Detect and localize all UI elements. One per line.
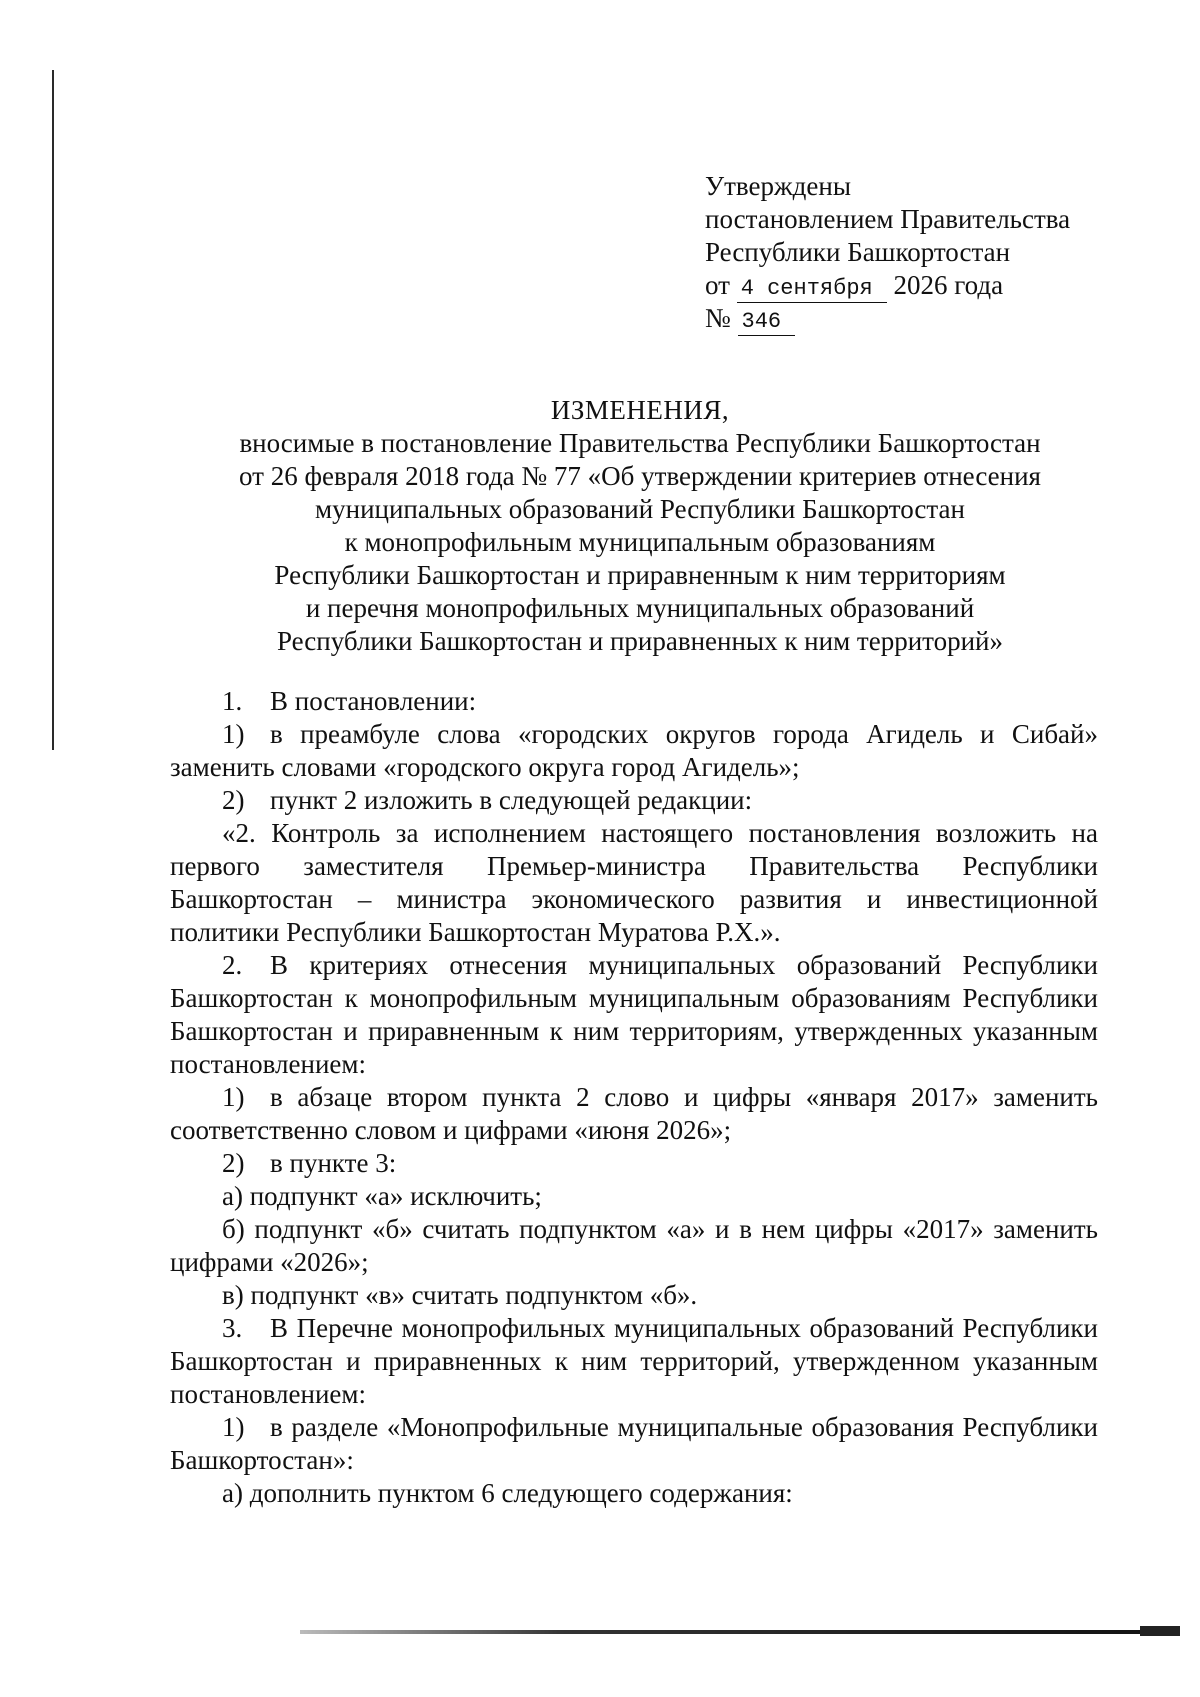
approval-number-line [705,302,1145,335]
approval-date-line [705,269,1145,302]
approval-line-3: Республики Башкортостан [705,237,1011,267]
scan-edge-mark [52,70,54,750]
title-line: Республики Башкортостан и приравненным к ним территориям [274,560,1006,590]
section-1 [170,685,1098,718]
title-line: вносимые в постановление Правительства Республики Башкортостан [239,428,1041,458]
approval-number-prefix: № [705,303,731,333]
section-2-item-2-c: в) подпункт «в» считать подпунктом «б». [222,1280,698,1310]
item-number: 2) [222,1148,245,1178]
section-1-item-1 [170,718,1098,784]
item-text: в преамбуле слова «городских округов города Агидель и Сибай» заменить словами «городского округа город Агидель»; [170,719,1098,782]
section-number: 2. [222,950,243,980]
section-number: 3. [222,1313,243,1343]
section-3 [170,1312,1098,1411]
item-number: 2) [222,785,245,815]
section-3-item-1 [170,1411,1098,1477]
section-text: В постановлении: [270,686,477,716]
document-body [170,685,1098,1510]
item-number: 1) [222,1082,245,1112]
section-text: В Перечне монопрофильных муниципальных образований Республики Башкортостан и приравненных к ним территорий, утвержденном указанным постановлением: [170,1313,1098,1409]
title-line: от 26 февраля 2018 года № 77 «Об утверждении критериев отнесения [239,461,1041,491]
section-2-item-2-b: б) подпункт «б» считать подпунктом «а» и в нем цифры «2017» заменить цифрами «2026»; [170,1214,1098,1277]
section-2 [170,949,1098,1081]
title-line: Республики Башкортостан и приравненных к ним территорий» [276,626,1003,656]
item-text: в абзаце втором пункта 2 слово и цифры «января 2017» заменить соответственно словом и цифрами «июня 2026»; [170,1082,1098,1145]
item-text: в пункте 3: [270,1148,397,1178]
section-2-item-2 [170,1147,1098,1180]
title-heading: ИЗМЕНЕНИЯ, [550,395,730,425]
title-line: и перечня монопрофильных муниципальных образований [305,593,975,623]
approval-date-handwritten: 4 сентября [737,276,887,303]
title-line: к монопрофильным муниципальным образованиям [344,527,936,557]
approval-date-suffix: 2026 года [893,270,1004,300]
title-line: муниципальных образований Республики Башкортостан [315,494,965,524]
section-number: 1. [222,686,243,716]
section-1-item-2-quote: «2. Контроль за исполнением настоящего постановления возложить на первого заместителя Премьер-министра Правительства Республики Башкортостан – министра экономического развития и инвестиционной политики Республики Башкортостан Муратова Р.Х.». [170,818,1098,947]
item-text: пункт 2 изложить в следующей редакции: [270,785,753,815]
approval-block [705,170,1145,335]
document-title [170,394,1110,658]
approval-line-2: постановлением Правительства [705,204,1071,234]
item-number: 1) [222,719,245,749]
section-1-item-2 [170,784,1098,817]
item-text: в разделе «Монопрофильные муниципальные образования Республики Башкортостан»: [170,1412,1098,1475]
section-2-item-2-a: а) подпункт «а» исключить; [222,1181,542,1211]
scan-bottom-mark-end [1140,1626,1180,1636]
scan-bottom-mark [300,1630,1180,1634]
approval-number-handwritten: 346 [738,309,796,336]
section-2-item-1 [170,1081,1098,1147]
item-number: 1) [222,1412,245,1442]
section-3-item-1-a: а) дополнить пунктом 6 следующего содержания: [222,1478,793,1508]
approval-date-prefix: от [705,270,730,300]
section-text: В критериях отнесения муниципальных образований Республики Башкортостан к монопрофильным муниципальным образованиям Республики Башкортостан и приравненным к ним территориям, утвержденных указанным постановлением: [170,950,1098,1079]
approval-line-1: Утверждены [705,171,851,201]
